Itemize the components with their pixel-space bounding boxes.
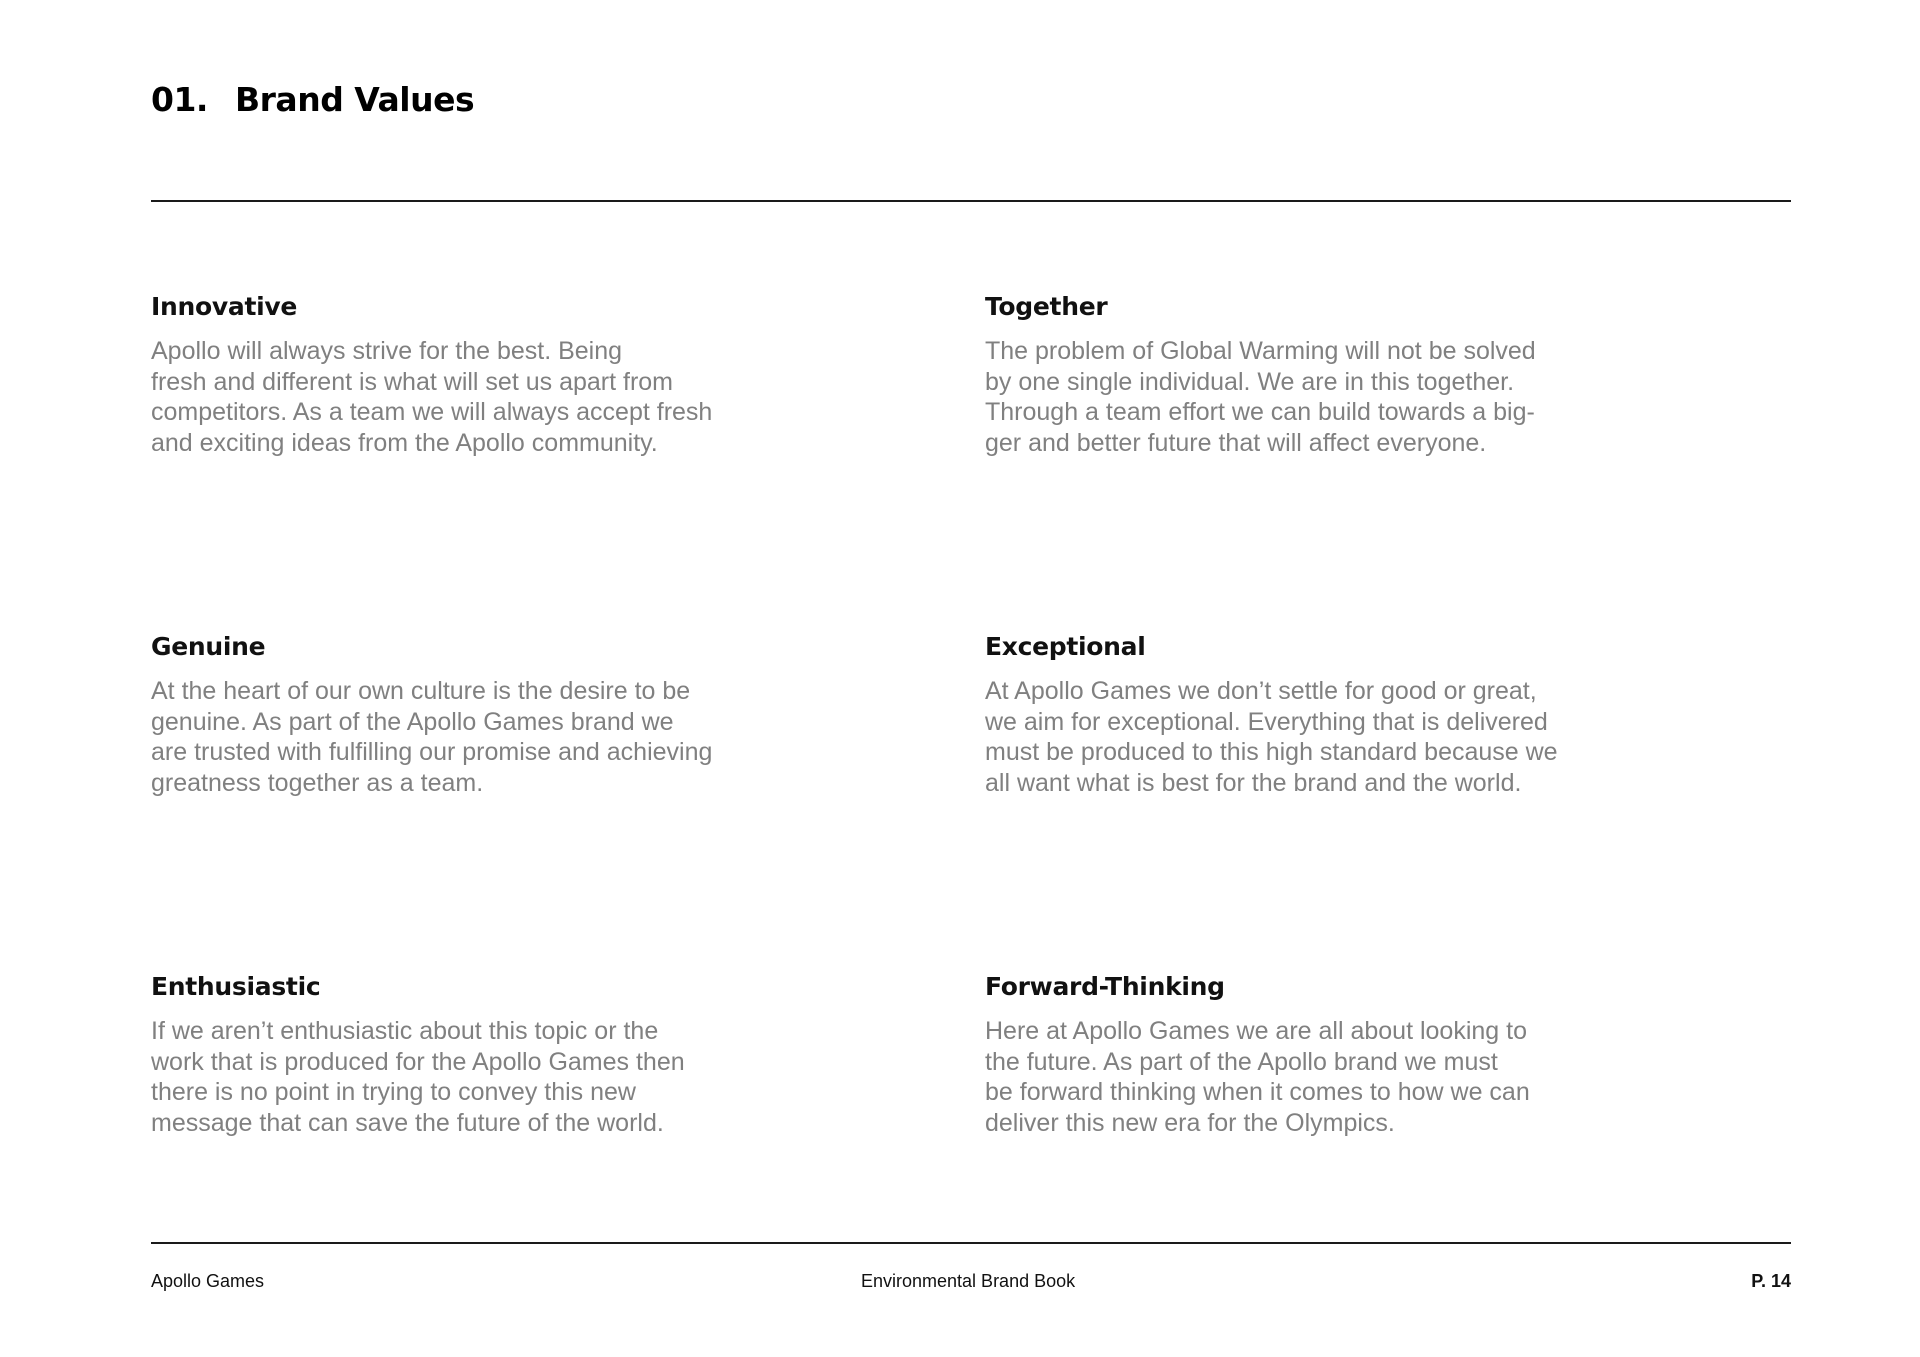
value-genuine	[151, 630, 771, 798]
header-divider	[151, 200, 1791, 202]
value-title: Together	[985, 292, 1108, 321]
value-title: Enthusiastic	[151, 972, 321, 1001]
value-forward-thinking	[985, 970, 1605, 1138]
footer-document-title: Environmental Brand Book	[861, 1271, 1076, 1291]
footer-brand: Apollo Games	[151, 1271, 265, 1291]
value-title: Genuine	[151, 632, 266, 661]
value-description: Here at Apollo Games we are all about looking to the future. As part of the Apollo brand we must be forward thinking when it comes to how we can deliver this new era for the Olympics.	[985, 1017, 1530, 1137]
value-description: At the heart of our own culture is the desire to be genuine. As part of the Apollo Games brand we are trusted with fulfilling our promise and achieving greatness together as a team.	[151, 677, 713, 797]
value-title: Exceptional	[985, 632, 1146, 661]
value-enthusiastic	[151, 970, 771, 1138]
value-description: Apollo will always strive for the best. Being fresh and different is what will set us apart from competitors. As a team we will always accept fresh and exciting ideas from the Apollo community.	[151, 337, 713, 457]
value-title: Forward-Thinking	[985, 972, 1225, 1001]
value-together	[985, 290, 1605, 458]
value-title: Innovative	[151, 292, 298, 321]
footer-divider	[151, 1242, 1791, 1244]
value-exceptional	[985, 630, 1605, 798]
page-title	[151, 80, 474, 119]
value-description: At Apollo Games we don’t settle for good or great, we aim for exceptional. Everything that is delivered must be produced to this high standard because we all want what is best for the brand and the world.	[985, 677, 1558, 797]
section-number: 01.	[151, 80, 208, 119]
value-description: If we aren’t enthusiastic about this topic or the work that is produced for the Apollo Games then there is no point in trying to convey this new message that can save the future of the world.	[151, 1017, 685, 1137]
page-number: P. 14	[1751, 1271, 1791, 1291]
section-title: Brand Values	[235, 80, 475, 119]
value-description: The problem of Global Warming will not be solved by one single individual. We are in this together. Through a team effort we can build towards a big- ger and better future that will affect everyone.	[985, 337, 1536, 457]
value-innovative	[151, 290, 771, 458]
